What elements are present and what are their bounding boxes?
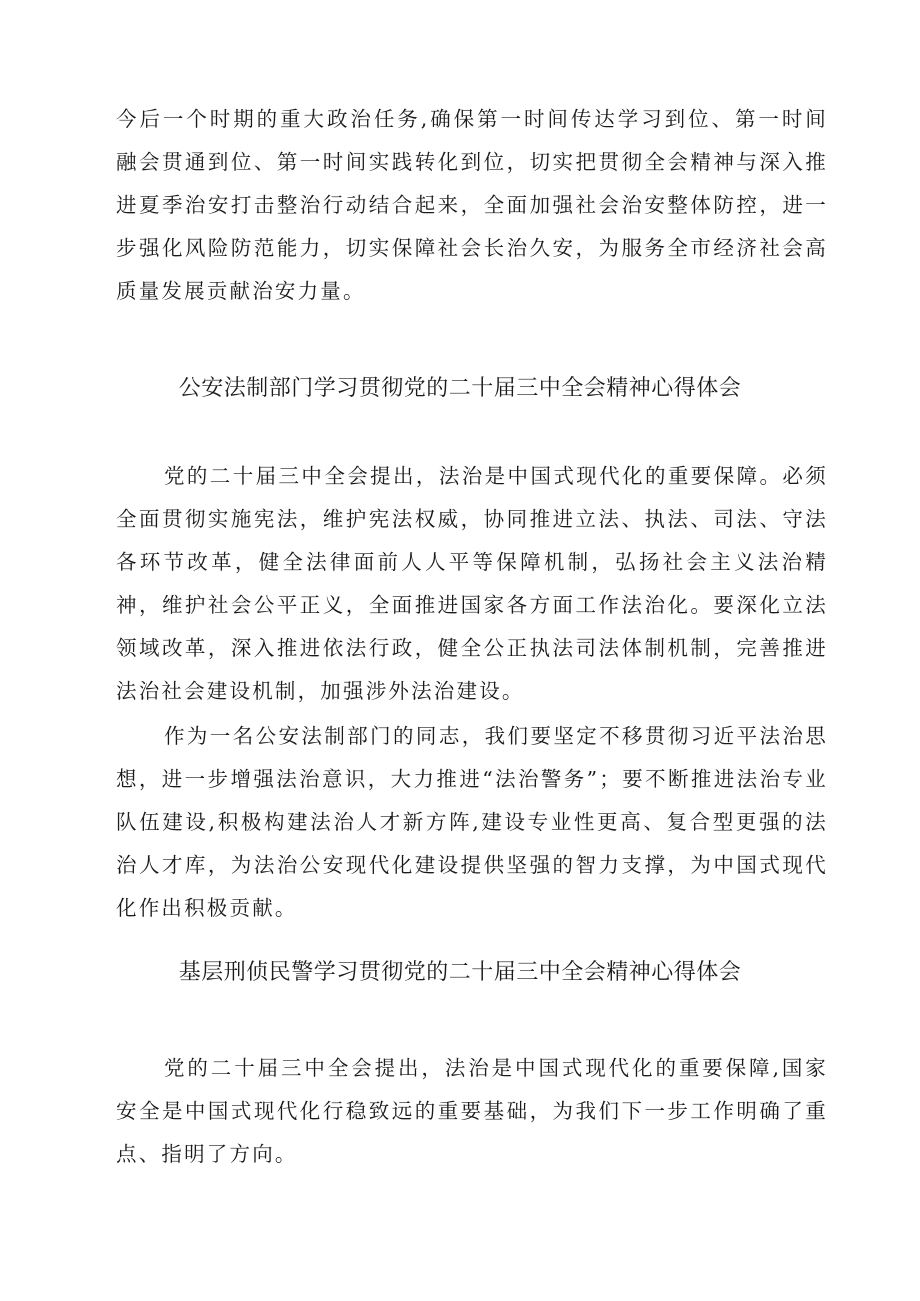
- section-title-criminal-investigation: 基层刑侦民警学习贯彻党的二十届三中全会精神心得体会: [178, 960, 742, 985]
- continuation-paragraph: 今后一个时期的重大政治任务,确保第一时间传达学习到位、第一时间融会贯通到位、第一时间实践转化到位，切实把贯彻全会精神与深入推进夏季治安打击整治行动结合起来，全面加强社会治安整体防控，进一步强化风险防范能力，切实保障社会长治久安，为服务全市经济社会高质量发展贡献治安力量。: [116, 107, 828, 303]
- paragraph-criminal-1: 党的二十届三中全会提出，法治是中国式现代化的重要保障,国家安全是中国式现代化行稳致远的重要基础，为我们下一步工作明确了重点、指明了方向。: [116, 1056, 828, 1166]
- section-title-legal-department: 公安法制部门学习贯彻党的二十届三中全会精神心得体会: [178, 376, 742, 401]
- paragraph-legal-1: 党的二十届三中全会提出，法治是中国式现代化的重要保障。必须全面贯彻实施宪法，维护宪法权威，协同推进立法、执法、司法、守法各环节改革，健全法律面前人人平等保障机制，弘扬社会主义法治精神，维护社会公平正义，全面推进国家各方面工作法治化。要深化立法领域改革，深入推进依法行政，健全公正执法司法体制机制，完善推进法治社会建设机制，加强涉外法治建设。: [116, 464, 828, 703]
- paragraph-legal-2: 作为一名公安法制部门的同志，我们要坚定不移贯彻习近平法治思想，进一步增强法治意识，大力推进“法治警务”；要不断推进法治专业队伍建设,积极构建法治人才新方阵,建设专业性更高、复合型更强的法治人才库，为法治公安现代化建设提供坚强的智力支撑，为中国式现代化作出积极贡献。: [116, 724, 828, 920]
